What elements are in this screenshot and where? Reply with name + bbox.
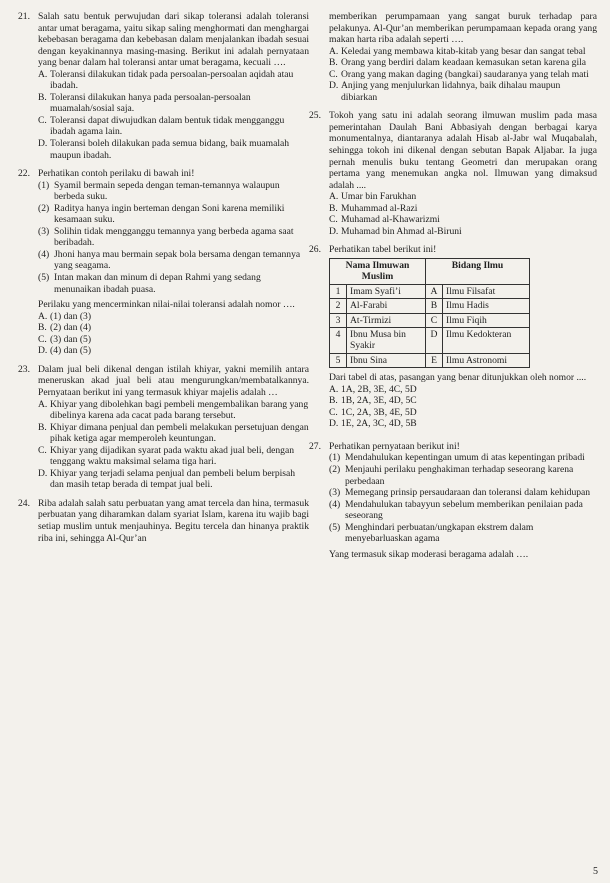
question-number: 22. — [18, 168, 30, 180]
option-d: D. Toleransi boleh dilakukan pada semua bidang, baik muamalah maupun ibadah. — [38, 138, 290, 161]
page-number: 5 — [593, 866, 598, 877]
option-b: B. (2) dan (4) — [38, 322, 92, 334]
table-header-names: Nama Ilmuwan Muslim — [330, 258, 426, 284]
statement-4: (4) Jhoni hanya mau bermain sepak bola bersama dengan temannya yang seagama. — [38, 248, 301, 272]
table-row: 5 Ibnu Sina E Ilmu Astronomi — [330, 353, 530, 367]
question-stem-part-1: Riba adalah salah satu perbuatan yang amat tercela dan hina, termasuk perbuatan yang diharamkan dalam syariat Islam, karena itu wajib bagi setiap muslim untuk menjauhinya. Begitu tercela dan hinanya praktik riba ini, sehingga Al-Qur’an — [38, 497, 309, 544]
statement-5: (5) Menghindari perbuatan/ungkapan ekstrem dalam menyebarluaskan agama — [329, 521, 534, 545]
question-stem: Salah satu bentuk perwujudan dari sikap toleransi adalah toleransi antar umat beragama, yaitu sikap saling menghormati dan menghargai kebebasan beragama dan kebebasan dalam menjalankan ibadah sesuai dengan keyakinannya masing-masing. Berikut ini adalah pernyataan yang benar dalam hal toleransi antar umat beragama, kecuali …. — [38, 11, 309, 69]
table-header-fields: Bidang Ilmu — [426, 258, 530, 284]
table-row: 4 Ibnu Musa bin Syakir D Ilmu Kedokteran — [330, 327, 530, 353]
question-prompt: Dari tabel di atas, pasangan yang benar ditunjukkan oleh nomor .... — [329, 372, 587, 384]
question-number: 27. — [309, 440, 321, 452]
question-stem-part-2: memberikan perumpamaan yang sangat buruk terhadap para pelakunya. Al-Qur’an memberikan perumpamaan kepada orang yang makan harta riba adalah seperti …. — [329, 11, 597, 46]
question-stem: Perhatikan tabel berikut ini! — [329, 244, 437, 256]
option-d: D. Muhamad bin Ahmad al-Biruni — [329, 225, 462, 237]
question-22 — [18, 168, 309, 357]
statement-3: (3) Solihin tidak mengganggu temannya yang berbeda agama saat beribadah. — [38, 225, 294, 249]
option-a: A. Toleransi dilakukan tidak pada persoalan-persoalan aqidah atau ibadah. — [38, 68, 294, 92]
option-d: D. 1E, 2A, 3C, 4D, 5B — [329, 418, 417, 430]
question-number: 21. — [18, 11, 30, 22]
option-c: C. (3) dan (5) — [38, 333, 92, 345]
option-d: D. (4) dan (5) — [38, 345, 92, 357]
option-d: D. Anjing yang menjulurkan lidahnya, baik dihalau maupun dibiarkan — [329, 80, 561, 103]
statement-4: (4) Mendahulukan tabayyun sebelum memberikan penilaian pada seseorang — [329, 498, 583, 522]
question-23 — [18, 363, 309, 491]
option-a: A. 1A, 2B, 3E, 4C, 5D — [329, 383, 417, 395]
table-row: 1 Imam Syafi’i A Ilmu Filsafat — [330, 284, 530, 298]
question-number: 25. — [309, 110, 321, 122]
left-column — [18, 11, 309, 547]
question-number: 26. — [309, 244, 321, 256]
question-26 — [309, 244, 597, 430]
question-27 — [309, 440, 597, 560]
option-a: A. Umar bin Farukhan — [329, 191, 417, 203]
option-b: B. Muhammad al-Razi — [329, 202, 418, 214]
question-prompt: Perilaku yang mencerminkan nilai-nilai toleransi adalah nomor …. — [38, 299, 295, 311]
option-b: B. 1B, 2A, 3E, 4D, 5C — [329, 395, 417, 407]
question-24 — [18, 497, 309, 544]
statement-2: (2) Raditya hanya ingin berteman dengan Soni karena memiliki kesamaan suku. — [38, 202, 285, 226]
option-c: C. Orang yang makan daging (bangkai) saudaranya yang telah mati — [329, 68, 589, 80]
question-prompt: Yang termasuk sikap moderasi beragama adalah …. — [329, 548, 529, 560]
question-stem: Dalam jual beli dikenal dengan istilah khiyar, yakni memilih antara meneruskan akad jual beli atau mengurungkan/membatalkannya. Pernyataan berikut ini yang termasuk khiyar majelis adalah … — [38, 363, 309, 398]
question-24-continued — [317, 11, 597, 103]
option-b: B. Toleransi dilakukan hanya pada persoalan-persoalan muamalah/sosial saja. — [38, 91, 251, 115]
option-a: A. Khiyar yang dibolehkan bagi pembeli mengembalikan barang yang dibelinya karena ada cacat pada barang tersebut. — [38, 398, 309, 422]
option-b: B. Khiyar dimana penjual dan pembeli melakukan persetujuan dengan pihak ketiga agar memperoleh keuntungan. — [38, 421, 309, 445]
statement-3: (3) Memegang prinsip persaudaraan dan toleransi dalam kehidupan — [329, 487, 591, 499]
question-number: 24. — [18, 497, 30, 509]
question-stem: Tokoh yang satu ini adalah seorang ilmuwan muslim pada masa pemerintahan Daulah Bani Abbasiyah dengan berbagai karya monumentalnya, diantaranya adalah Hisab al-Jabr wal Muqabalah, sehingga tokoh ini dikenal dengan sebutan Bapak Aljabar. Ia juga pernah menulis buku tentang Geometri dan merupakan orang pertama yang menemukan angka nol. Ilmuwan yang dimaksud adalah .... — [329, 110, 597, 191]
statement-1: (1) Syamil bermain sepeda dengan teman-temannya walaupun berbeda suku. — [38, 179, 280, 203]
option-b: B. Orang yang berdiri dalam keadaan kemasukan setan karena gila — [329, 57, 587, 69]
question-25 — [309, 110, 597, 237]
question-number: 23. — [18, 363, 30, 375]
option-a: A. (1) dan (3) — [38, 310, 92, 322]
right-column — [309, 11, 597, 563]
option-a: A. Keledai yang membawa kitab-kitab yang besar dan sangat tebal — [329, 45, 586, 57]
option-c: C. Muhamad al-Khawarizmi — [329, 214, 440, 226]
option-c: C. Toleransi dapat diwujudkan dalam bentuk tidak mengganggu ibadah agama lain. — [38, 114, 285, 138]
table-row: 2 Al-Farabi B Ilmu Hadis — [330, 299, 530, 313]
statement-2: (2) Menjauhi perilaku penghakiman terhadap seseorang karena perbedaan — [329, 464, 574, 487]
statement-1: (1) Mendahulukan kepentingan umum di atas kepentingan pribadi — [329, 452, 585, 464]
option-c: C. Khiyar yang dijadikan syarat pada waktu akad jual beli, dengan tenggang waktu maksimal selama tiga hari. — [38, 444, 295, 468]
table-row: 3 At-Tirmizi C Ilmu Fiqih — [330, 313, 530, 327]
question-stem: Perhatikan pernyataan berikut ini! — [329, 440, 460, 452]
option-c: C. 1C, 2A, 3B, 4E, 5D — [329, 406, 417, 418]
option-d: D. Khiyar yang terjadi selama penjual dan pembeli belum berpisah dan masih tetap berada di tempat jual beli. — [38, 467, 296, 491]
question-21 — [18, 11, 309, 161]
statement-5: (5) Intan makan dan minum di depan Rahmi yang sedang menunaikan ibadah puasa. — [38, 272, 261, 295]
scientist-table — [329, 258, 530, 368]
question-stem: Perhatikan contoh perilaku di bawah ini! — [38, 168, 195, 180]
